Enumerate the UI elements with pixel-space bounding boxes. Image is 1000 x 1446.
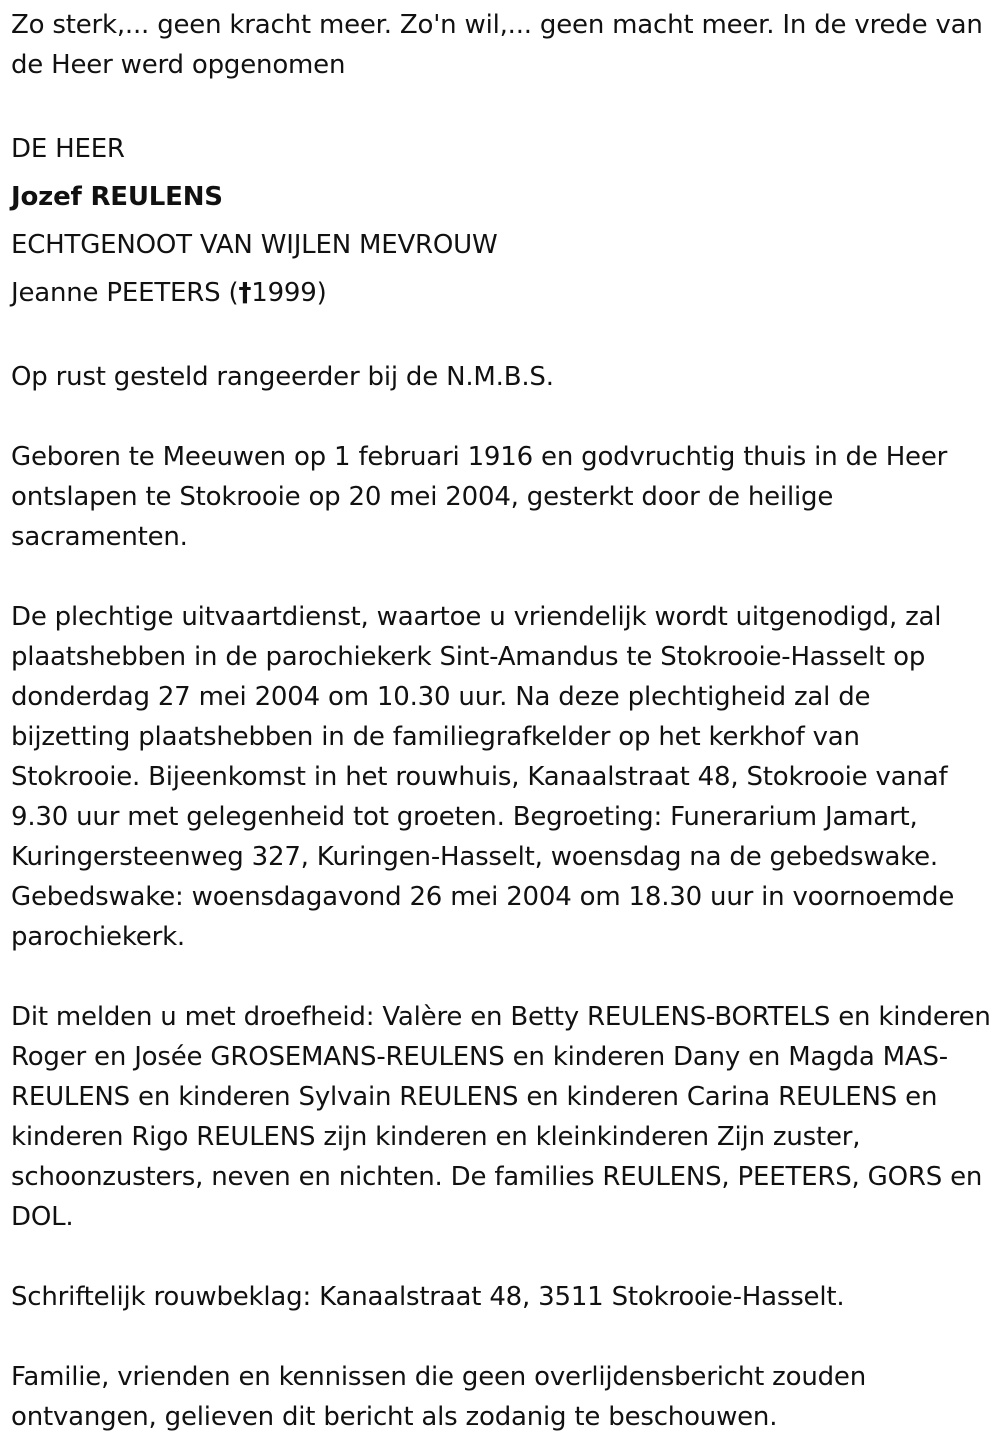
spouse-name-line — [11, 269, 991, 317]
condolence-address-text: Schriftelijk rouwbeklag: Kanaalstraat 48, 3511 Stokrooie-Hasselt. — [11, 1282, 845, 1312]
family-announcement-text: Dit melden u met droefheid: Valère en Betty REULENS-BORTELS en kinderen Roger en Josée GROSEMANS-REULENS en kinderen Dany en Magda MAS-REULENS en kinderen Sylvain REULENS en kinderen Carina REULENS en kinderen Rigo REULENS zijn kinderen en kleinkinderen Zijn zuster, schoonzusters, neven en nichten. De families REULENS, PEETERS, GORS en DOL. — [11, 1002, 991, 1232]
closing-text: Familie, vrienden en kennissen die geen overlijdensbericht zouden ontvangen, gelieven dit bericht als zodanig te beschouwen. — [11, 1362, 866, 1432]
cross-icon: † — [238, 278, 252, 308]
intro-text: Zo sterk,... geen kracht meer. Zo'n wil,... geen macht meer. In de vrede van de Heer werd opgenomen — [11, 10, 983, 80]
spouse-name: Jeanne PEETERS ( — [11, 278, 239, 308]
deceased-name: Jozef REULENS — [11, 182, 223, 212]
title-prefix: DE HEER — [11, 134, 125, 164]
spouse-line: ECHTGENOOT VAN WIJLEN MEVROUW — [11, 230, 498, 260]
birth-death-text: Geboren te Meeuwen op 1 februari 1916 en godvruchtig thuis in de Heer ontslapen te Stokrooie op 20 mei 2004, gesterkt door de heilige sacramenten. — [11, 442, 948, 552]
spouse-year: 1999) — [251, 278, 327, 308]
obituary-notice — [11, 5, 991, 1437]
occupation-text: Op rust gesteld rangeerder bij de N.M.B.S. — [11, 362, 554, 392]
funeral-details-text: De plechtige uitvaartdienst, waartoe u vriendelijk wordt uitgenodigd, zal plaatshebben in de parochiekerk Sint-Amandus te Stokrooie-Hasselt op donderdag 27 mei 2004 om 10.30 uur. Na deze plechtigheid zal de bijzetting plaatshebben in de familiegrafkelder op het kerkhof van Stokrooie. Bijeenkomst in het rouwhuis, Kanaalstraat 48, Stokrooie vanaf 9.30 uur met gelegenheid tot groeten. Begroeting: Funerarium Jamart, Kuringersteenweg 327, Kuringen-Hasselt, woensdag na de gebedswake. Gebedswake: woensdagavond 26 mei 2004 om 18.30 uur in voornoemde parochiekerk. — [11, 602, 955, 952]
